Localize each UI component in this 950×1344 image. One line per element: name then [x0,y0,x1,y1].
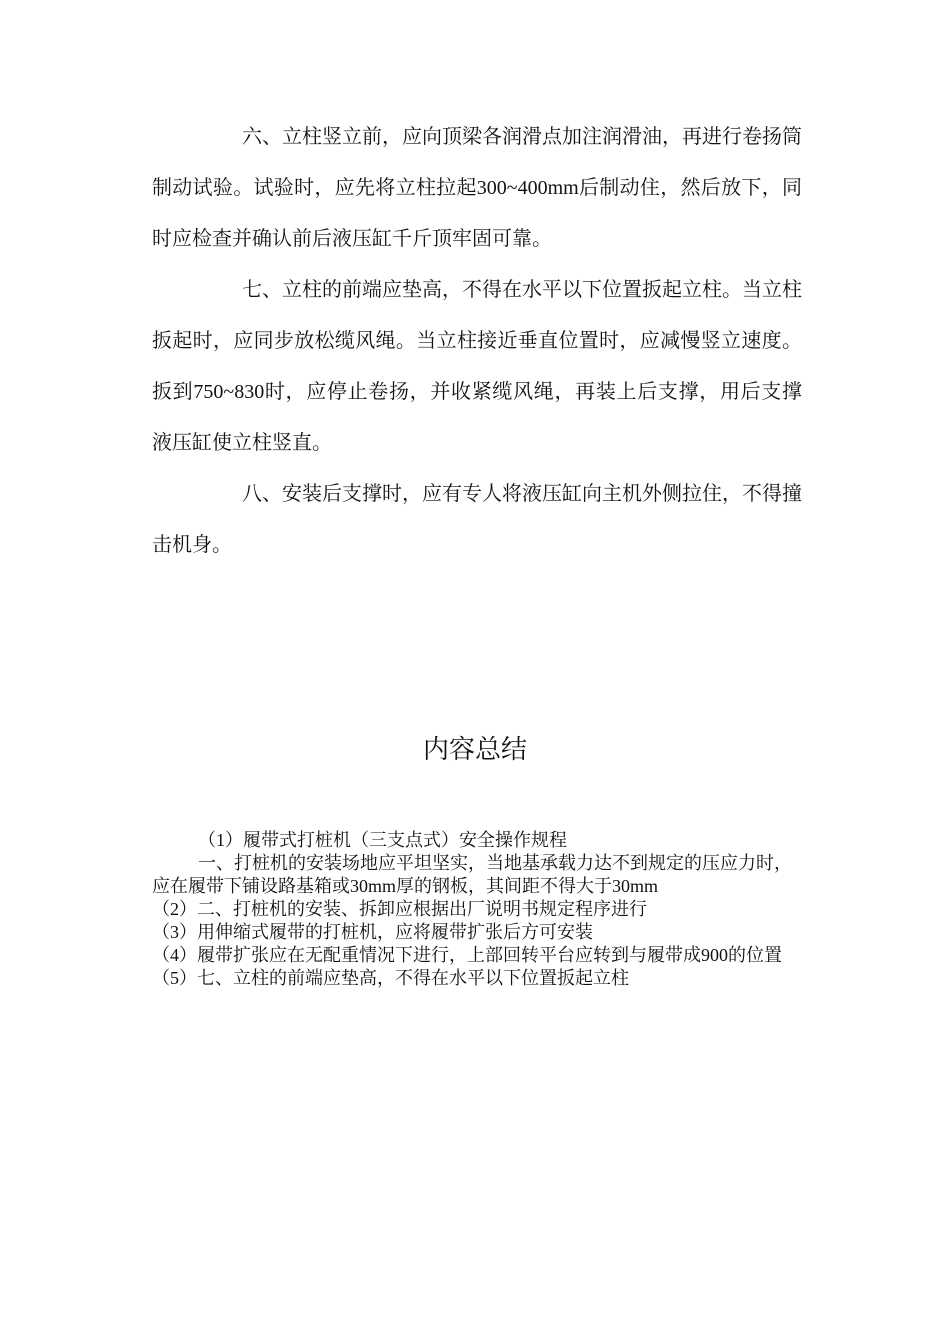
summary-item-1: （1）履带式打桩机（三支点式）安全操作规程 [198,830,567,850]
paragraph-6: 六、立柱竖立前，应向顶梁各润滑点加注润滑油，再进行卷扬筒制动试验。试验时，应先将立柱拉起300~400mm后制动住，然后放下，同时应检查并确认前后液压缸千斤顶牢固可靠。 [152,126,802,250]
summary-item-1-detail: 一、打桩机的安装场地应平坦坚实，当地基承载力达不到规定的压应力时，应在履带下铺设路基箱或30mm厚的钢板，其间距不得大于30mm [152,853,792,896]
paragraph-8: 八、安装后支撑时，应有专人将液压缸向主机外侧拉住，不得撞击机身。 [152,483,802,556]
main-text-section [152,112,802,571]
summary-item-2: （2）二、打桩机的安装、拆卸应根据出厂说明书规定程序进行 [152,899,647,919]
summary-item-3: （3）用伸缩式履带的打桩机，应将履带扩张后方可安装 [152,922,593,942]
paragraph-7: 七、立柱的前端应垫高，不得在水平以下位置扳起立柱。当立柱扳起时，应同步放松缆风绳。当立柱接近垂直位置时，应减慢竖立速度。扳到750~830时，应停止卷扬，并收紧缆风绳，再装上后支撑，用后支撑液压缸使立柱竖直。 [152,279,802,454]
summary-item-4: （4）履带扩张应在无配重情况下进行，上部回转平台应转到与履带成900的位置 [152,945,782,965]
summary-item-5: （5）七、立柱的前端应垫高，不得在水平以下位置扳起立柱 [152,968,629,988]
summary-title: 内容总结 [422,735,527,764]
summary-section [152,829,792,990]
